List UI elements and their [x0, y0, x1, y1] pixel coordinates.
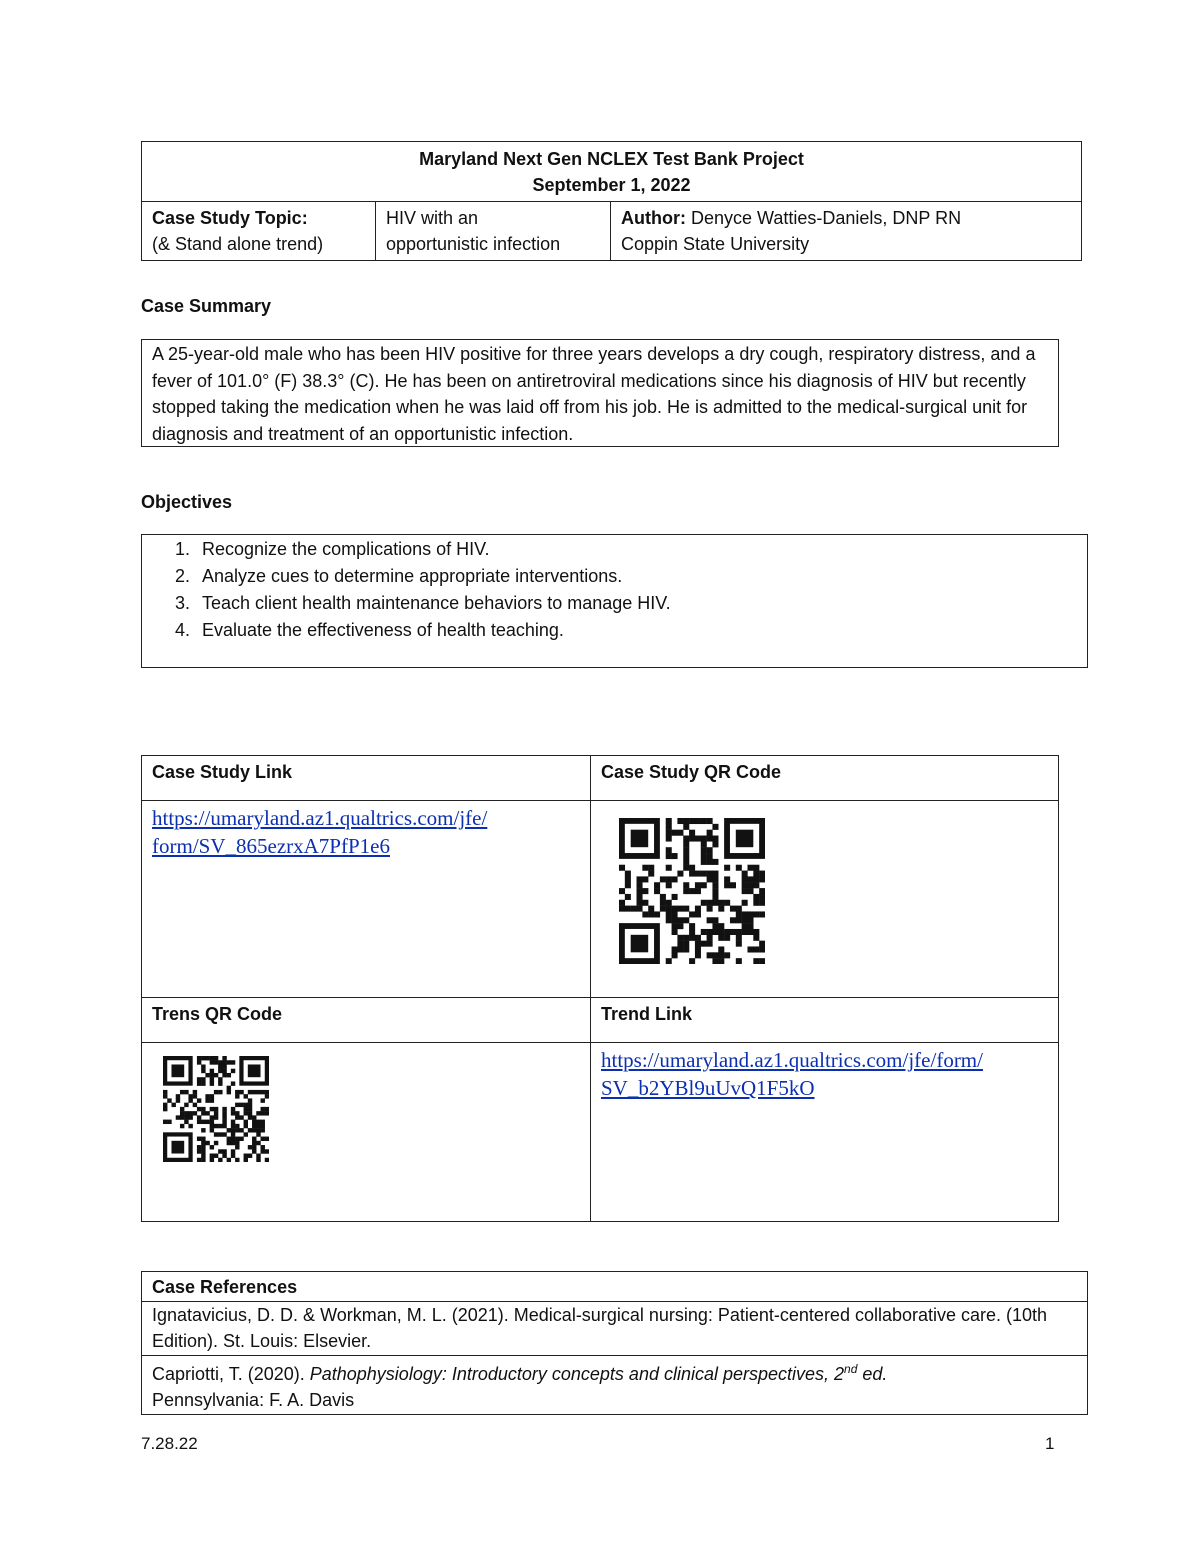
trend-link-header: Trend Link	[591, 998, 1059, 1043]
topic-value-cell	[376, 202, 611, 261]
objective-text: Evaluate the effectiveness of health teaching.	[202, 620, 564, 640]
case-qr-cell	[591, 801, 1059, 998]
author-name: Denyce Watties-Daniels, DNP RN	[685, 208, 962, 228]
trend-link-cell	[591, 1043, 1059, 1222]
trend-qr-code[interactable]	[163, 1056, 269, 1162]
objective-text: Analyze cues to determine appropriate interventions.	[202, 566, 623, 586]
objective-number: 3.	[174, 593, 190, 613]
objective-number: 1.	[174, 539, 190, 559]
trend-link[interactable]: https://umaryland.az1.qualtrics.com/jfe/form/ SV_b2YBl9uUvQ1F5kO	[601, 1048, 983, 1100]
case-link-header: Case Study Link	[142, 756, 591, 801]
objectives-heading: Objectives	[141, 492, 233, 512]
objective-item	[142, 617, 1087, 644]
case-summary-text: A 25-year-old male who has been HIV positive for three years develops a dry cough, respiratory distress, and a fever of 101.0° (F) 38.3° (C). He has been on antiretroviral medications since his diagnosis of HIV but recently stopped taking the medication when he was laid off from his job. He is admitted to the medical-surgical unit for diagnosis and treatment of an opportunistic infection.	[152, 344, 1036, 444]
references-heading: Case References	[142, 1272, 1088, 1302]
objectives-box	[141, 534, 1088, 668]
case-summary-heading: Case Summary	[141, 296, 272, 316]
case-summary-box	[141, 339, 1059, 447]
case-qr-header: Case Study QR Code	[591, 756, 1059, 801]
objective-text: Recognize the complications of HIV.	[202, 539, 490, 559]
topic-value-line1: HIV with an	[386, 208, 479, 228]
document-title: Maryland Next Gen NCLEX Test Bank Project	[419, 149, 804, 169]
trend-qr-cell	[142, 1043, 591, 1222]
author-cell	[611, 202, 1082, 261]
reference-1: Ignatavicius, D. D. & Workman, M. L. (2021). Medical-surgical nursing: Patient-centered collaborative care. (10th Edition). St. Louis: Elsevier.	[142, 1302, 1088, 1356]
topic-label: Case Study Topic:	[152, 208, 308, 228]
objective-item	[142, 590, 1087, 617]
topic-label-cell	[142, 202, 376, 261]
links-table	[141, 755, 1059, 1222]
case-link-cell	[142, 801, 591, 998]
page-number: 1	[1045, 1434, 1055, 1453]
objectives-list	[142, 536, 1087, 644]
objective-item	[142, 536, 1087, 563]
objective-item	[142, 563, 1087, 590]
objective-number: 2.	[174, 566, 190, 586]
case-study-qr-code[interactable]	[619, 818, 765, 964]
topic-value-line2: opportunistic infection	[386, 234, 561, 254]
reference-2: Capriotti, T. (2020). Pathophysiology: Introductory concepts and clinical perspectives, 2nd ed. Pennsylvania: F. A. Davis	[142, 1356, 1088, 1415]
topic-sub-label: (& Stand alone trend)	[152, 234, 324, 254]
document-date: September 1, 2022	[532, 175, 691, 195]
objective-number: 4.	[174, 620, 190, 640]
references-table	[141, 1271, 1088, 1415]
objective-text: Teach client health maintenance behaviors to manage HIV.	[202, 593, 671, 613]
author-label: Author:	[621, 208, 686, 228]
author-affiliation: Coppin State University	[621, 234, 810, 254]
header-title-cell	[142, 142, 1082, 202]
footer-date: 7.28.22	[141, 1434, 198, 1453]
case-study-link[interactable]: https://umaryland.az1.qualtrics.com/jfe/ form/SV_865ezrxA7PfP1e6	[152, 806, 488, 858]
header-table	[141, 141, 1082, 261]
trend-qr-header: Trens QR Code	[142, 998, 591, 1043]
